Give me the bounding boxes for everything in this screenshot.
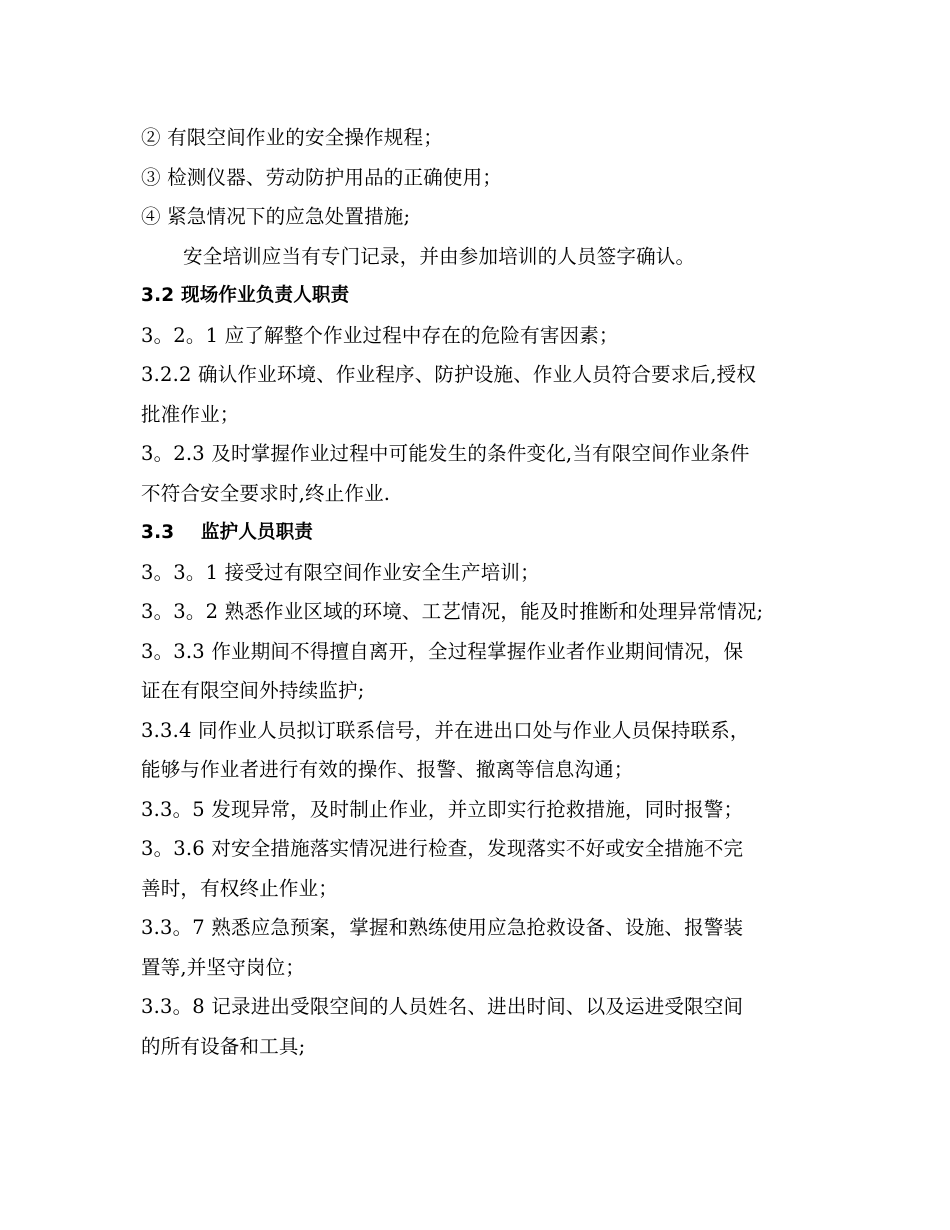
clause-line: 3。3。1 接受过有限空间作业安全生产培训； <box>141 560 540 584</box>
list-item: ④ 紧急情况下的应急处置措施; <box>141 205 411 228</box>
clause-line: 的所有设备和工具; <box>141 1034 306 1058</box>
clause-line: 3.2.2 确认作业环境、作业程序、防护设施、作业人员符合要求后,授权 <box>141 363 757 386</box>
list-item: ③ 检测仪器、劳动防护用品的正确使用； <box>141 165 502 189</box>
clause-line: 善时，有权终止作业； <box>141 876 339 900</box>
clause-line: 3。3.3 作业期间不得擅自离开，全过程掌握作业者作业期间情况，保 <box>141 639 744 663</box>
clause-line: 3.3.4 同作业人员拟订联系信号，并在进出口处与作业人员保持联系， <box>141 718 750 742</box>
clause-line: 3.3。8 记录进出受限空间的人员姓名、进出时间、以及运进受限空间 <box>141 995 744 1018</box>
paragraph: 安全培训应当有专门记录，并由参加培训的人员签字确认。 <box>183 244 696 268</box>
clause-line: 置等,并坚守岗位； <box>141 955 305 979</box>
section-heading-3-3: 3.3 监护人员职责 <box>141 522 314 543</box>
list-item: ② 有限空间作业的安全操作规程； <box>141 126 443 149</box>
clause-line: 3。2。1 应了解整个作业过程中存在的危险有害因素； <box>141 323 619 347</box>
clause-line: 不符合安全要求时,终止作业. <box>141 481 391 505</box>
section-heading-3-2: 3.2 现场作业负责人职责 <box>141 285 350 306</box>
clause-line: 3。3.6 对安全措施落实情况进行检查，发现落实不好或安全措施不完 <box>141 837 744 860</box>
document-body <box>141 118 821 1066</box>
clause-line: 3。2.3 及时掌握作业过程中可能发生的条件变化,当有限空间作业条件 <box>141 442 750 465</box>
clause-line: 3。3。2 熟悉作业区域的环境、工艺情况，能及时推断和处理异常情况; <box>141 600 764 623</box>
clause-line: 证在有限空间外持续监护; <box>141 679 365 702</box>
clause-line: 3.3。7 熟悉应急预案，掌握和熟练使用应急抢救设备、设施、报警装 <box>141 916 744 939</box>
clause-line: 3.3。5 发现异常，及时制止作业，并立即实行抢救措施，同时报警； <box>141 797 744 821</box>
clause-line: 批准作业； <box>141 402 240 426</box>
clause-line: 能够与作业者进行有效的操作、报警、撤离等信息沟通； <box>141 758 634 781</box>
